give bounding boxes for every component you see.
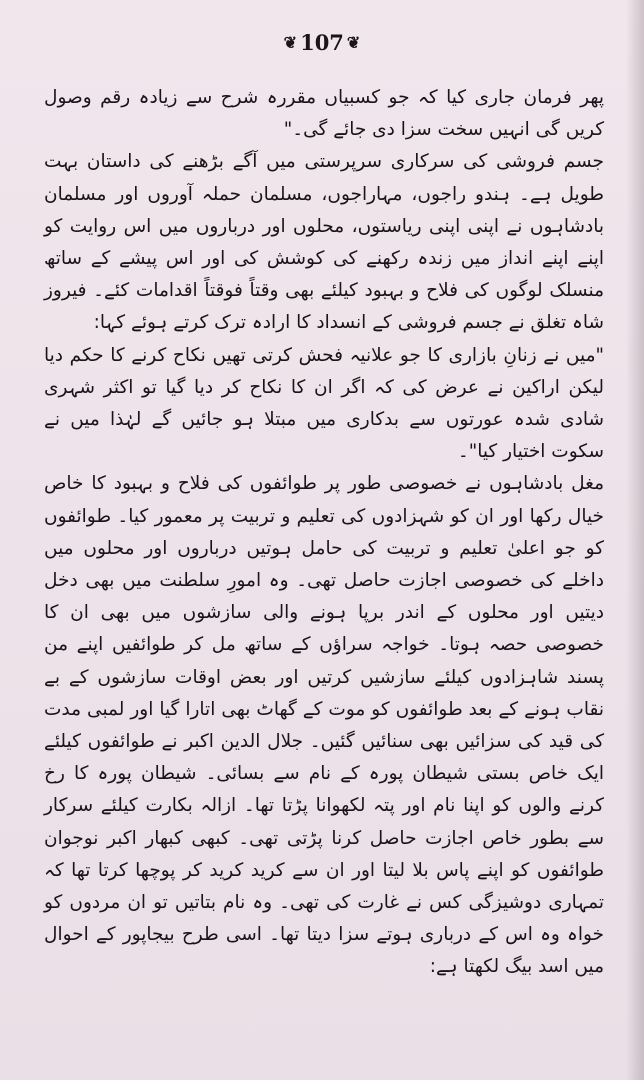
paragraph-4: مغل بادشاہوں نے خصوصی طور پر طوائفوں کی فلاح و بہبود کا خاص خیال رکھا اور ان کو شہزادوں کی تعلیم و تربیت پر معمور کیا۔ طوائفوں کو جو اعلیٰ تعلیم و تربیت کی حامل ہوتیں درباروں اور محلوں میں داخلے کی خصوصی اجازت حاصل تھی۔ وہ امورِ سلطنت میں بھی دخل دیتیں اور محلوں کے اندر برپا ہونے والی سازشوں میں بھی ان کا خصوصی حصہ ہوتا۔ خواجہ سراؤں کے ساتھ مل کر طوائفیں اپنے من پسند شاہزادوں کیلئے سازشیں کرتیں اور بعض اوقات سازشوں کے بے نقاب ہونے کے بعد طوائفوں کو موت کے گھاٹ بھی اتارا گیا اور لمبی مدت کی قید کی سزائیں بھی سنائیں گئیں۔ جلال الدین اکبر نے طوائفوں کیلئے ایک خاص بستی شیطان پورہ کے نام سے بسائی۔ شیطان پورہ کا رخ کرنے والوں کو اپنا نام اور پتہ لکھوانا پڑتا تھا۔ ازالہ بکارت کیلئے سرکار سے بطور خاص اجازت حاصل کرنا پڑتی تھی۔ کبھی کبھار اکبر نوجوان طوائفوں کو اپنے پاس بلا لیتا اور ان سے کرید کرید کر پوچھا کرتا تھا کہ تمہاری دوشیزگی کس نے غارت کی تھی۔ وہ نام بتاتیں تو ان مردوں کو خواہ وہ اس کے درباری ہوتے سزا دیتا تھا۔ اسی طرح بیجاپور کے احوال میں اسد بیگ لکھتا ہے: [44,473,604,978]
paragraph-1: پھر فرمان جاری کیا کہ جو کسبیاں مقررہ شرح سے زیادہ رقم وصول کریں گی انہیں سخت سزا دی جائے گی۔" [44,87,604,141]
page-number-header [0,30,644,55]
page-number: 107 [300,30,344,55]
right-ornament-icon: ❦ [346,33,361,52]
paragraph-3-quote: "میں نے زنانِ بازاری کا جو علانیہ فحش کرتی تھیں نکاح کرنے کا حکم دیا لیکن اراکین نے عرض کی کہ اگر ان کا نکاح کر دیا گیا تو اکثر شہری شادی شدہ عورتوں سے بدکاری میں مبتلا ہو جائیں گے لہٰذا میں نے سکوت اختیار کیا"۔ [44,344,604,463]
paragraph-2: جسم فروشی کی سرکاری سرپرستی میں آگے بڑھنے کی داستان بہت طویل ہے۔ ہندو راجوں، مہاراجوں، مسلمان حملہ آوروں اور مسلمان بادشاہوں نے اپنی اپنی ریاستوں، محلوں اور درباروں میں اس روایت کو اپنے اپنے انداز میں زندہ رکھنے کی کوشش کی اور اس پیشے کے ساتھ منسلک لوگوں کی فلاح و بہبود کیلئے بھی وقتاً فوقتاً اقدامات کئے۔ فیروز شاہ تغلق نے جسم فروشی کے انسداد کا ارادہ ترک کرتے ہوئے کہا: [44,151,604,334]
body-text [44,82,604,984]
page-edge-shadow [626,0,644,1080]
left-ornament-icon: ❦ [283,33,298,52]
